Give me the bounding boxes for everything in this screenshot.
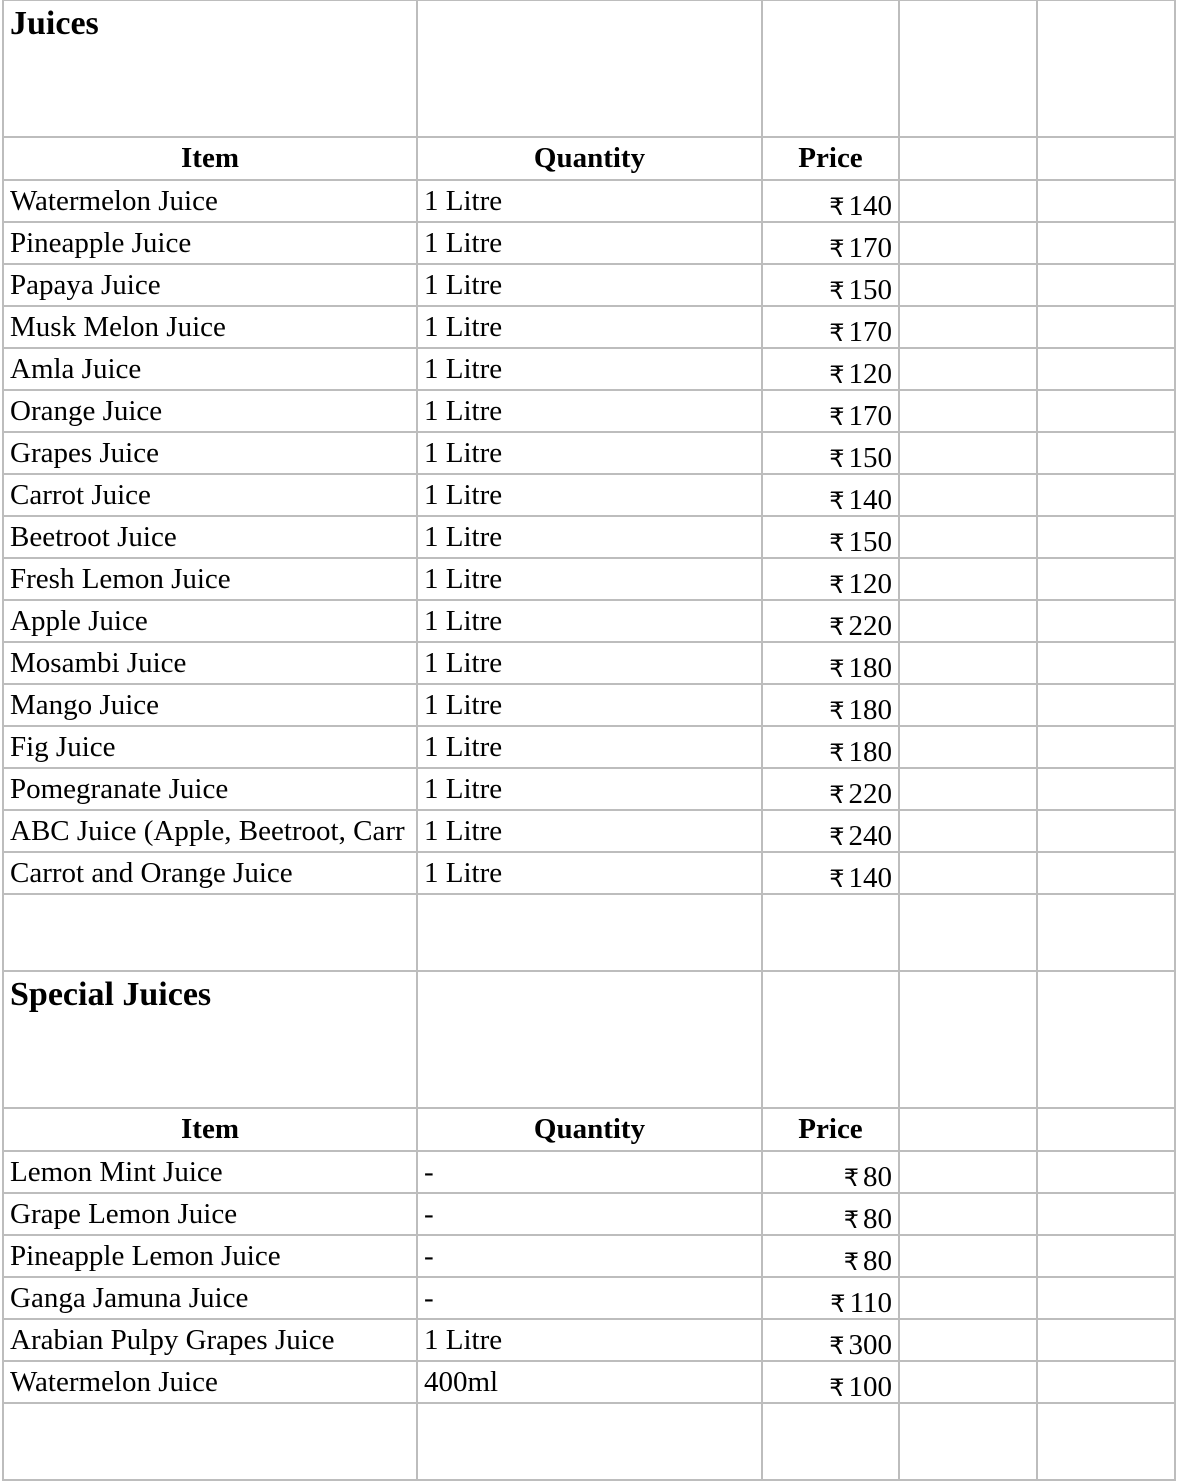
empty-cell[interactable] — [762, 894, 899, 971]
empty-cell[interactable] — [899, 348, 1037, 390]
price-value: 220 — [848, 778, 892, 810]
quantity-cell[interactable]: - — [417, 1235, 762, 1277]
price-cell[interactable] — [762, 642, 899, 684]
sheet-body — [3, 0, 1175, 1480]
empty-cell[interactable] — [1037, 0, 1175, 137]
empty-cell[interactable] — [899, 264, 1037, 306]
empty-cell[interactable] — [899, 137, 1037, 180]
rupee-icon: ₹ — [829, 1332, 845, 1360]
item-cell[interactable]: Lemon Mint Juice — [3, 1151, 417, 1193]
price-cell[interactable] — [762, 1277, 899, 1319]
price-value: 140 — [848, 484, 892, 516]
empty-cell[interactable] — [1037, 768, 1175, 810]
empty-cell[interactable] — [1037, 390, 1175, 432]
item-cell[interactable]: Carrot and Orange Juice — [3, 852, 417, 894]
empty-cell[interactable] — [899, 180, 1037, 222]
quantity-cell[interactable]: - — [417, 1151, 762, 1193]
empty-cell[interactable] — [1037, 516, 1175, 558]
price-value: 170 — [848, 400, 892, 432]
rupee-icon: ₹ — [829, 571, 845, 599]
table-row — [3, 306, 1175, 348]
empty-cell[interactable] — [899, 600, 1037, 642]
rupee-icon: ₹ — [829, 739, 845, 767]
price-value: 110 — [849, 1287, 892, 1319]
table-row — [3, 180, 1175, 222]
spacer-row — [3, 894, 1175, 971]
section-title-row — [3, 0, 1175, 137]
price-value: 100 — [848, 1371, 892, 1403]
empty-cell[interactable] — [1037, 348, 1175, 390]
table-row — [3, 600, 1175, 642]
empty-cell[interactable] — [1037, 1319, 1175, 1361]
empty-cell[interactable] — [1037, 1361, 1175, 1403]
empty-cell[interactable] — [899, 0, 1037, 137]
price-cell[interactable] — [762, 810, 899, 852]
quantity-cell[interactable]: 1 Litre — [417, 642, 762, 684]
empty-cell[interactable] — [417, 0, 762, 137]
empty-cell[interactable] — [899, 1151, 1037, 1193]
empty-cell[interactable] — [899, 684, 1037, 726]
rupee-icon: ₹ — [829, 445, 845, 473]
price-cell[interactable] — [762, 1151, 899, 1193]
table-row — [3, 516, 1175, 558]
price-value: 150 — [848, 274, 892, 306]
table-row — [3, 852, 1175, 894]
rupee-icon: ₹ — [829, 613, 845, 641]
quantity-cell[interactable]: 1 Litre — [417, 810, 762, 852]
table-row — [3, 432, 1175, 474]
price-value: 150 — [848, 526, 892, 558]
empty-cell[interactable] — [899, 474, 1037, 516]
rupee-icon: ₹ — [829, 319, 845, 347]
empty-cell[interactable] — [899, 852, 1037, 894]
price-cell[interactable] — [762, 180, 899, 222]
item-cell[interactable]: Fresh Lemon Juice — [3, 558, 417, 600]
empty-cell[interactable] — [1037, 1108, 1175, 1151]
menu-sheet — [2, 0, 1176, 1481]
empty-cell[interactable] — [899, 1108, 1037, 1151]
empty-cell[interactable] — [1037, 180, 1175, 222]
item-cell[interactable]: Ganga Jamuna Juice — [3, 1277, 417, 1319]
item-cell[interactable]: Orange Juice — [3, 390, 417, 432]
table-row — [3, 1361, 1175, 1403]
empty-cell[interactable] — [1037, 726, 1175, 768]
price-value: 80 — [863, 1245, 892, 1277]
price-value: 120 — [848, 358, 892, 390]
quantity-cell[interactable]: - — [417, 1193, 762, 1235]
price-value: 140 — [848, 862, 892, 894]
price-value: 180 — [848, 652, 892, 684]
empty-cell[interactable] — [899, 222, 1037, 264]
empty-cell[interactable] — [899, 1235, 1037, 1277]
item-cell[interactable]: Amla Juice — [3, 348, 417, 390]
section-title-row — [3, 971, 1175, 1108]
section-title[interactable]: Special Juices — [3, 971, 417, 1108]
table-row — [3, 810, 1175, 852]
header-row — [3, 1108, 1175, 1151]
empty-cell[interactable] — [899, 1277, 1037, 1319]
item-cell[interactable]: Grapes Juice — [3, 432, 417, 474]
item-cell[interactable]: Fig Juice — [3, 726, 417, 768]
price-cell[interactable] — [762, 768, 899, 810]
table-row — [3, 768, 1175, 810]
rupee-icon: ₹ — [829, 235, 845, 263]
item-cell[interactable]: Mosambi Juice — [3, 642, 417, 684]
empty-cell[interactable] — [3, 1403, 417, 1480]
rupee-icon: ₹ — [829, 193, 845, 221]
rupee-icon: ₹ — [829, 781, 845, 809]
price-cell[interactable] — [762, 264, 899, 306]
spacer-row — [3, 1403, 1175, 1480]
quantity-cell[interactable]: 1 Litre — [417, 390, 762, 432]
price-value: 170 — [848, 316, 892, 348]
table-row — [3, 1151, 1175, 1193]
quantity-cell[interactable]: 1 Litre — [417, 726, 762, 768]
price-cell[interactable] — [762, 432, 899, 474]
quantity-cell[interactable]: 1 Litre — [417, 306, 762, 348]
price-value: 140 — [848, 190, 892, 222]
empty-cell[interactable] — [899, 306, 1037, 348]
price-value: 220 — [848, 610, 892, 642]
item-cell[interactable]: Papaya Juice — [3, 264, 417, 306]
price-cell[interactable] — [762, 1235, 899, 1277]
header-item[interactable]: Item — [3, 137, 417, 180]
price-cell[interactable] — [762, 306, 899, 348]
empty-cell[interactable] — [899, 810, 1037, 852]
empty-cell[interactable] — [417, 1403, 762, 1480]
price-cell[interactable] — [762, 558, 899, 600]
table-row — [3, 642, 1175, 684]
quantity-cell[interactable]: 400ml — [417, 1361, 762, 1403]
rupee-icon: ₹ — [843, 1206, 859, 1234]
empty-cell[interactable] — [1037, 474, 1175, 516]
empty-cell[interactable] — [1037, 264, 1175, 306]
empty-cell[interactable] — [1037, 600, 1175, 642]
price-cell[interactable] — [762, 852, 899, 894]
item-cell[interactable]: Apple Juice — [3, 600, 417, 642]
price-cell[interactable] — [762, 600, 899, 642]
header-quantity[interactable]: Quantity — [417, 1108, 762, 1151]
rupee-icon: ₹ — [829, 697, 845, 725]
rupee-icon: ₹ — [829, 361, 845, 389]
quantity-cell[interactable]: 1 Litre — [417, 684, 762, 726]
item-cell[interactable]: Watermelon Juice — [3, 180, 417, 222]
table-row — [3, 348, 1175, 390]
price-value: 180 — [848, 736, 892, 768]
empty-cell[interactable] — [1037, 810, 1175, 852]
price-cell[interactable] — [762, 348, 899, 390]
table-row — [3, 1235, 1175, 1277]
empty-cell[interactable] — [1037, 971, 1175, 1108]
price-cell[interactable] — [762, 222, 899, 264]
rupee-icon: ₹ — [829, 1374, 845, 1402]
rupee-icon: ₹ — [829, 403, 845, 431]
table-row — [3, 222, 1175, 264]
empty-cell[interactable] — [899, 1403, 1037, 1480]
empty-cell[interactable] — [3, 894, 417, 971]
header-item[interactable]: Item — [3, 1108, 417, 1151]
table-row — [3, 1319, 1175, 1361]
empty-cell[interactable] — [417, 894, 762, 971]
item-cell[interactable]: Musk Melon Juice — [3, 306, 417, 348]
rupee-icon: ₹ — [829, 655, 845, 683]
item-cell[interactable]: Mango Juice — [3, 684, 417, 726]
table-row — [3, 474, 1175, 516]
empty-cell[interactable] — [1037, 1151, 1175, 1193]
quantity-cell[interactable]: 1 Litre — [417, 264, 762, 306]
header-row — [3, 137, 1175, 180]
price-value: 180 — [848, 694, 892, 726]
empty-cell[interactable] — [1037, 222, 1175, 264]
rupee-icon: ₹ — [829, 529, 845, 557]
empty-cell[interactable] — [899, 1193, 1037, 1235]
empty-cell[interactable] — [1037, 1403, 1175, 1480]
empty-cell[interactable] — [899, 642, 1037, 684]
price-value: 80 — [863, 1203, 892, 1235]
empty-cell[interactable] — [1037, 306, 1175, 348]
section-title[interactable]: Juices — [3, 0, 417, 137]
price-value: 240 — [848, 820, 892, 852]
quantity-cell[interactable]: 1 Litre — [417, 348, 762, 390]
rupee-icon: ₹ — [829, 277, 845, 305]
empty-cell[interactable] — [1037, 1277, 1175, 1319]
header-quantity[interactable]: Quantity — [417, 137, 762, 180]
empty-cell[interactable] — [899, 432, 1037, 474]
quantity-cell[interactable]: 1 Litre — [417, 516, 762, 558]
quantity-cell[interactable]: 1 Litre — [417, 852, 762, 894]
quantity-cell[interactable]: - — [417, 1277, 762, 1319]
empty-cell[interactable] — [899, 1319, 1037, 1361]
header-price[interactable]: Price — [762, 1108, 899, 1151]
price-cell[interactable] — [762, 390, 899, 432]
quantity-cell[interactable]: 1 Litre — [417, 180, 762, 222]
empty-cell[interactable] — [899, 1361, 1037, 1403]
price-cell[interactable] — [762, 726, 899, 768]
item-cell[interactable]: ABC Juice (Apple, Beetroot, Carr — [3, 810, 417, 852]
price-value: 300 — [848, 1329, 892, 1361]
empty-cell[interactable] — [1037, 1193, 1175, 1235]
rupee-icon: ₹ — [829, 865, 845, 893]
empty-cell[interactable] — [417, 971, 762, 1108]
item-cell[interactable]: Pineapple Lemon Juice — [3, 1235, 417, 1277]
price-cell[interactable] — [762, 516, 899, 558]
empty-cell[interactable] — [1037, 137, 1175, 180]
header-price[interactable]: Price — [762, 137, 899, 180]
empty-cell[interactable] — [899, 558, 1037, 600]
empty-cell[interactable] — [899, 768, 1037, 810]
price-cell[interactable] — [762, 1319, 899, 1361]
price-cell[interactable] — [762, 684, 899, 726]
empty-cell[interactable] — [1037, 852, 1175, 894]
price-value: 150 — [848, 442, 892, 474]
quantity-cell[interactable]: 1 Litre — [417, 600, 762, 642]
rupee-icon: ₹ — [830, 1290, 846, 1318]
price-value: 80 — [863, 1161, 892, 1193]
price-value: 120 — [848, 568, 892, 600]
table-row — [3, 726, 1175, 768]
empty-cell[interactable] — [1037, 684, 1175, 726]
empty-cell[interactable] — [1037, 558, 1175, 600]
table-row — [3, 264, 1175, 306]
price-cell[interactable] — [762, 474, 899, 516]
quantity-cell[interactable]: 1 Litre — [417, 1319, 762, 1361]
price-value: 170 — [848, 232, 892, 264]
rupee-icon: ₹ — [829, 823, 845, 851]
item-cell[interactable]: Carrot Juice — [3, 474, 417, 516]
empty-cell[interactable] — [1037, 894, 1175, 971]
empty-cell[interactable] — [899, 894, 1037, 971]
price-cell[interactable] — [762, 1193, 899, 1235]
rupee-icon: ₹ — [843, 1164, 859, 1192]
empty-cell[interactable] — [762, 971, 899, 1108]
empty-cell[interactable] — [762, 1403, 899, 1480]
quantity-cell[interactable]: 1 Litre — [417, 558, 762, 600]
table-row — [3, 1277, 1175, 1319]
table-row — [3, 1193, 1175, 1235]
empty-cell[interactable] — [1037, 432, 1175, 474]
table-row — [3, 390, 1175, 432]
item-cell[interactable]: Watermelon Juice — [3, 1361, 417, 1403]
item-cell[interactable]: Beetroot Juice — [3, 516, 417, 558]
table-row — [3, 684, 1175, 726]
item-cell[interactable]: Pomegranate Juice — [3, 768, 417, 810]
empty-cell[interactable] — [899, 971, 1037, 1108]
rupee-icon: ₹ — [843, 1248, 859, 1276]
quantity-cell[interactable]: 1 Litre — [417, 474, 762, 516]
item-cell[interactable]: Grape Lemon Juice — [3, 1193, 417, 1235]
empty-cell[interactable] — [899, 390, 1037, 432]
price-cell[interactable] — [762, 1361, 899, 1403]
empty-cell[interactable] — [762, 0, 899, 137]
item-cell[interactable]: Arabian Pulpy Grapes Juice — [3, 1319, 417, 1361]
empty-cell[interactable] — [1037, 1235, 1175, 1277]
quantity-cell[interactable]: 1 Litre — [417, 432, 762, 474]
empty-cell[interactable] — [899, 726, 1037, 768]
quantity-cell[interactable]: 1 Litre — [417, 222, 762, 264]
table-row — [3, 558, 1175, 600]
empty-cell[interactable] — [899, 516, 1037, 558]
empty-cell[interactable] — [1037, 642, 1175, 684]
rupee-icon: ₹ — [829, 487, 845, 515]
item-cell[interactable]: Pineapple Juice — [3, 222, 417, 264]
quantity-cell[interactable]: 1 Litre — [417, 768, 762, 810]
